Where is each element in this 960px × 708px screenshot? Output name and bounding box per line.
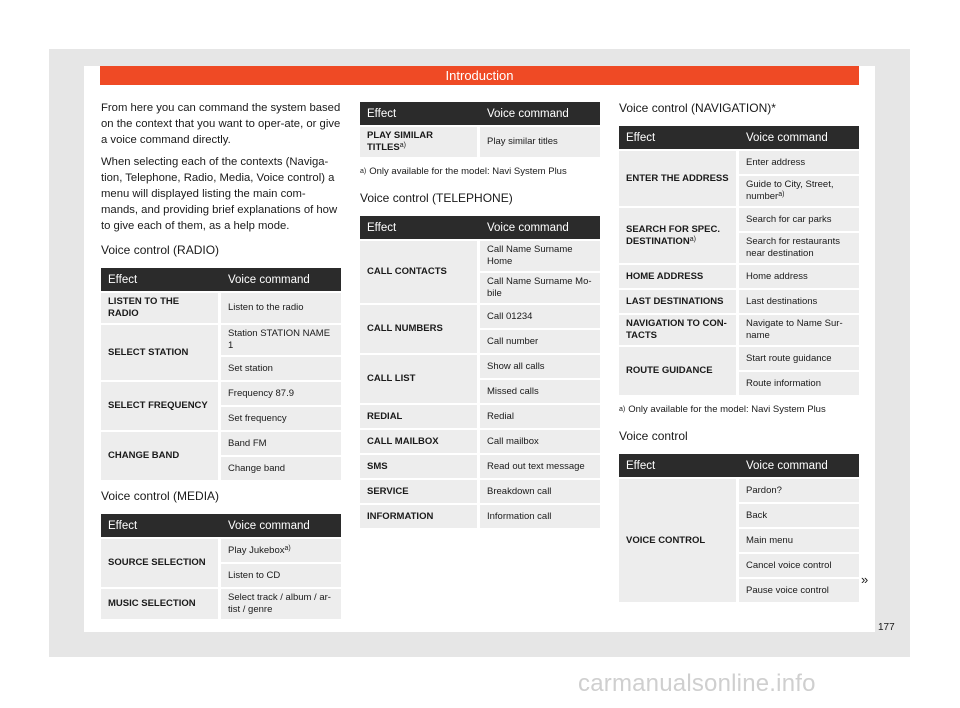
- command-cell: Call 01234: [480, 305, 600, 328]
- command-cell: Listen to the radio: [221, 293, 341, 323]
- table-row: [619, 315, 859, 345]
- telephone-table: [360, 214, 600, 530]
- command-cell: Select track / album / ar-tist / genre: [221, 589, 341, 619]
- effect-cell: LAST DESTINATIONS: [619, 290, 739, 313]
- table-row: [360, 355, 600, 378]
- table-header-row: [101, 268, 341, 291]
- command-cell: Breakdown call: [480, 480, 600, 503]
- command-cell: Home address: [739, 265, 859, 288]
- command-cell: Navigate to Name Sur-name: [739, 315, 859, 345]
- section-title-navigation: Voice control (NAVIGATION)*: [619, 101, 776, 115]
- voice-control-table: [619, 452, 859, 604]
- section-title-telephone: Voice control (TELEPHONE): [360, 191, 513, 205]
- column-header-effect: Effect: [360, 102, 480, 125]
- section-title-radio: Voice control (RADIO): [101, 243, 220, 257]
- radio-table: [101, 266, 341, 482]
- table-header-row: [619, 126, 859, 149]
- watermark: carmanualsonline.info: [578, 670, 816, 697]
- effect-cell: VOICE CONTROL: [619, 479, 739, 602]
- footnote: $^{a)}$ Only available for the model: Navi System Plus: [619, 404, 826, 415]
- command-cell: Play similar titles: [480, 127, 600, 157]
- table-header-row: [360, 102, 600, 125]
- effect-cell: SOURCE SELECTION: [101, 539, 221, 587]
- command-cell: Call mailbox: [480, 430, 600, 453]
- effect-cell: SELECT FREQUENCY: [101, 382, 221, 430]
- table-row: [360, 505, 600, 528]
- effect-cell: ROUTE GUIDANCE: [619, 347, 739, 395]
- effect-cell: LISTEN TO THE RADIO: [101, 293, 221, 323]
- effect-cell: SMS: [360, 455, 480, 478]
- command-cell: Cancel voice control: [739, 554, 859, 577]
- effect-cell: NAVIGATION TO CON-TACTS: [619, 315, 739, 345]
- command-cell: Route information: [739, 372, 859, 395]
- column-header-command: Voice command: [221, 514, 341, 537]
- table-header-row: [619, 454, 859, 477]
- table-row: [101, 589, 341, 619]
- table-row: [360, 305, 600, 328]
- command-cell: Frequency 87.9: [221, 382, 341, 405]
- table-row: [619, 151, 859, 174]
- effect-cell: REDIAL: [360, 405, 480, 428]
- column-header-effect: Effect: [360, 216, 480, 239]
- column-header-command: Voice command: [480, 216, 600, 239]
- command-cell: Band FM: [221, 432, 341, 455]
- table-row: [619, 347, 859, 370]
- effect-cell: CHANGE BAND: [101, 432, 221, 480]
- command-cell: Pause voice control: [739, 579, 859, 602]
- command-cell: Station STATION NAME 1: [221, 325, 341, 355]
- section-title-voice-control: Voice control: [619, 429, 688, 443]
- table-row: [360, 480, 600, 503]
- column-middle: [360, 100, 600, 536]
- media-table: [101, 512, 341, 621]
- command-cell: Redial: [480, 405, 600, 428]
- table-row: [360, 455, 600, 478]
- command-cell: Play Jukebox$^{a)}$: [221, 539, 341, 562]
- command-cell: Set station: [221, 357, 341, 380]
- table-row: [360, 127, 600, 157]
- effect-cell: SEARCH FOR SPEC. DESTINATION$^{a)}$: [619, 208, 739, 263]
- table-row: [101, 293, 341, 323]
- effect-cell: SELECT STATION: [101, 325, 221, 380]
- table-row: [101, 325, 341, 355]
- table-row: [360, 405, 600, 428]
- column-header-effect: Effect: [101, 514, 221, 537]
- effect-cell: CALL NUMBERS: [360, 305, 480, 353]
- intro-paragraph: From here you can command the system based on the context that you want to oper-ate, or give a voice command directly.: [101, 102, 341, 146]
- command-cell: Start route guidance: [739, 347, 859, 370]
- effect-cell: INFORMATION: [360, 505, 480, 528]
- media-table-continued: [360, 100, 600, 159]
- footnote: $^{a)}$ Only available for the model: Navi System Plus: [360, 166, 567, 177]
- command-cell: Change band: [221, 457, 341, 480]
- effect-cell: PLAY SIMILAR TITLES$^{a)}$: [360, 127, 480, 157]
- continue-arrow-icon: »: [861, 572, 869, 587]
- command-cell: Call number: [480, 330, 600, 353]
- command-cell: Information call: [480, 505, 600, 528]
- command-cell: Listen to CD: [221, 564, 341, 587]
- page-number: 177: [878, 622, 895, 633]
- table-row: [619, 479, 859, 502]
- command-cell: Guide to City, Street, number$^{a)}$: [739, 176, 859, 206]
- command-cell: Show all calls: [480, 355, 600, 378]
- column-header-effect: Effect: [619, 126, 739, 149]
- effect-cell: CALL CONTACTS: [360, 241, 480, 303]
- effect-cell: CALL MAILBOX: [360, 430, 480, 453]
- table-row: [101, 539, 341, 562]
- table-header-row: [360, 216, 600, 239]
- table-row: [619, 265, 859, 288]
- column-header-command: Voice command: [480, 102, 600, 125]
- command-cell: Search for car parks: [739, 208, 859, 231]
- command-cell: Set frequency: [221, 407, 341, 430]
- command-cell: Main menu: [739, 529, 859, 552]
- table-row: [619, 290, 859, 313]
- table-row: [101, 382, 341, 405]
- column-header-command: Voice command: [221, 268, 341, 291]
- command-cell: Last destinations: [739, 290, 859, 313]
- command-cell: Read out text message: [480, 455, 600, 478]
- table-row: [101, 432, 341, 455]
- section-title-media: Voice control (MEDIA): [101, 489, 220, 503]
- column-header-command: Voice command: [739, 454, 859, 477]
- column-right: [619, 100, 859, 610]
- column-left: [101, 100, 341, 627]
- table-header-row: [101, 514, 341, 537]
- command-cell: Search for restaurants near destination: [739, 233, 859, 263]
- effect-cell: HOME ADDRESS: [619, 265, 739, 288]
- chapter-header: Introduction: [100, 66, 859, 85]
- navigation-table: [619, 124, 859, 397]
- column-header-command: Voice command: [739, 126, 859, 149]
- intro-paragraph: When selecting each of the contexts (Naviga-tion, Telephone, Radio, Media, Voice control) a menu will displayed listing the main com-mands, and providing brief explanations of how to give each of them, as a help mode.: [101, 156, 338, 232]
- table-row: [360, 241, 600, 271]
- column-header-effect: Effect: [101, 268, 221, 291]
- command-cell: Back: [739, 504, 859, 527]
- effect-cell: CALL LIST: [360, 355, 480, 403]
- table-row: [360, 430, 600, 453]
- command-cell: Missed calls: [480, 380, 600, 403]
- table-row: [619, 208, 859, 231]
- command-cell: Call Name Surname Home: [480, 241, 600, 271]
- column-header-effect: Effect: [619, 454, 739, 477]
- command-cell: Pardon?: [739, 479, 859, 502]
- command-cell: Call Name Surname Mo-bile: [480, 273, 600, 303]
- effect-cell: ENTER THE ADDRESS: [619, 151, 739, 206]
- effect-cell: SERVICE: [360, 480, 480, 503]
- command-cell: Enter address: [739, 151, 859, 174]
- effect-cell: MUSIC SELECTION: [101, 589, 221, 619]
